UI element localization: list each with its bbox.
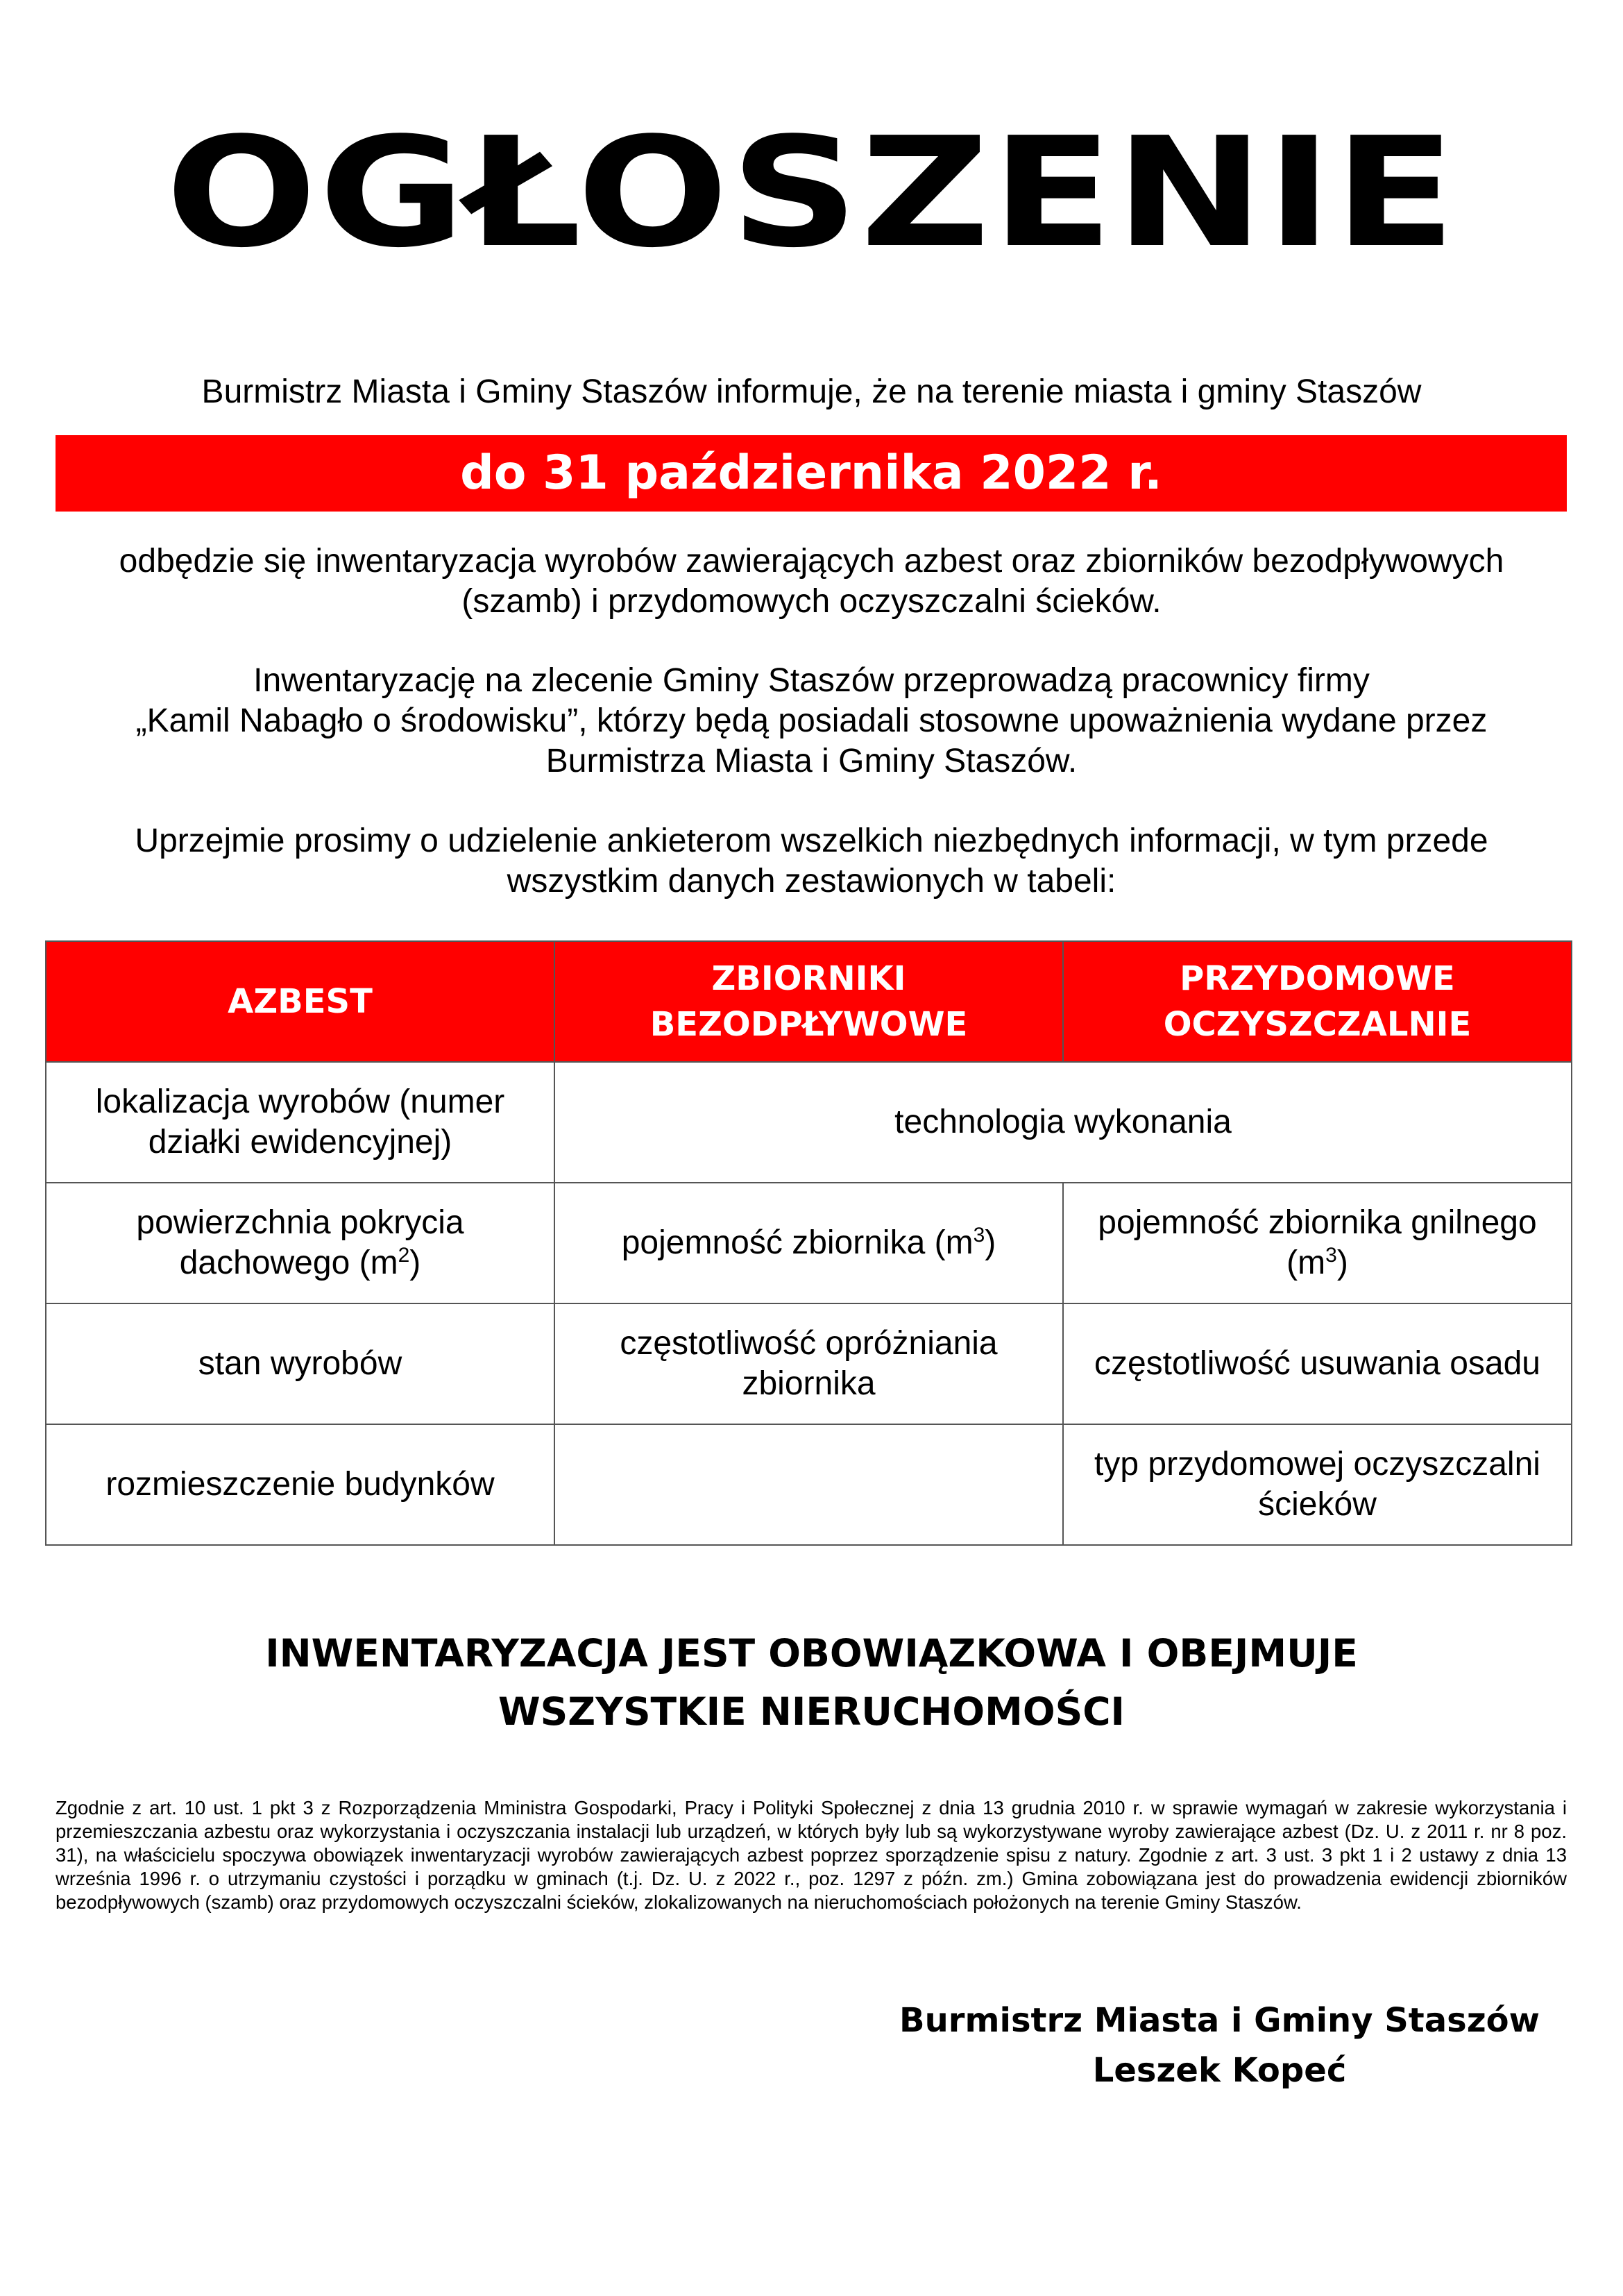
table-cell: pojemność zbiornika gnilnego $(m^3)$ [1063, 1183, 1572, 1303]
paragraph-contractor [69, 661, 1554, 782]
paragraph-line: Inwentaryzację na zlecenie Gminy Staszów przeprowadzą pracownicy firmy [253, 662, 1370, 699]
table-row [46, 1303, 1572, 1424]
paragraph-request [69, 821, 1554, 902]
paragraph-inventory-scope [69, 541, 1554, 622]
table-cell-empty [554, 1424, 1063, 1545]
signature-block [874, 1995, 1565, 2095]
signature-title: Burmistrz Miasta i Gminy Staszów [899, 2001, 1540, 2040]
paragraph-line: wszystkim danych zestawionych w tabeli: [507, 863, 1116, 900]
notice-line: INWENTARYZACJA JEST OBOWIĄZKOWA I OBEJMUJE [265, 1631, 1358, 1675]
notice-line: WSZYSTKIE NIERUCHOMOŚCI [498, 1689, 1125, 1734]
table-cell: rozmieszczenie budynków [46, 1424, 554, 1545]
header-azbest: AZBEST [46, 941, 554, 1062]
paragraph-line: odbędzie się inwentaryzacja wyrobów zawierających azbest oraz zbiorników bezodpływowych [119, 543, 1504, 580]
table-cell: lokalizacja wyrobów (numer działki ewidencyjnej) [46, 1062, 554, 1183]
mandatory-notice [0, 1624, 1623, 1741]
intro-text: Burmistrz Miasta i Gminy Staszów informuje, że na terenie miasta i gminy Staszów [201, 373, 1422, 410]
signature-name: Leszek Kopeć [1092, 2051, 1347, 2090]
legal-basis-text: Zgodnie z art. 10 ust. 1 pkt 3 z Rozporządzenia Mministra Gospodarki, Pracy i Polityki Społecznej z dnia 13 grudnia 2010 r. w sprawie wymagań w zakresie wykorzystania i przemieszczania azbestu oraz wykorzystania i oczyszczania instalacji lub urządzeń, w których były lub są wykorzystywane wyroby zawierające azbest (Dz. U. z 2011 r. nr 8 poz. 31), na właścicielu spoczywa obowiązek inwentaryzacji wyrobów zawierających azbest poprzez sporządzenie spisu z natury. Zgodnie z art. 3 ust. 3 pkt 1 i 2 ustawy z dnia 13 września 1996 r. o utrzymaniu czystości i porządku w gminach (t.j. Dz. U. z 2022 r., poz. 1297 z późn. zm.) Gmina zobowiązana jest do prowadzenia ewidencji zbiorników bezodpływowych (szamb) oraz przydomowych oczyszczalni ścieków, zlokalizowanych na nieruchomościach położonych na terenie Gminy Staszów. [56, 1797, 1567, 1913]
table-cell: stan wyrobów [46, 1303, 554, 1424]
table-cell: częstotliwość usuwania osadu [1063, 1303, 1572, 1424]
header-oczyszczalnie: PRZYDOMOWE OCZYSZCZALNIE [1063, 941, 1572, 1062]
date-banner: do 31 października 2022 r. [56, 435, 1567, 512]
paragraph-line: „Kamil Nabagło o środowisku”, którzy będą posiadali stosowne upoważnienia wydane przez [135, 702, 1488, 739]
table-cell: pojemność zbiornika $(m^3)$ [554, 1183, 1063, 1303]
table-cell-merged: technologia wykonania [554, 1062, 1572, 1183]
table-cell: typ przydomowej oczyszczalni ścieków [1063, 1424, 1572, 1545]
table-cell: powierzchnia pokrycia dachowego $(m^2)$ [46, 1183, 554, 1303]
table-row [46, 1062, 1572, 1183]
table-row [46, 1183, 1572, 1303]
header-zbiorniki: ZBIORNIKI BEZODPŁYWOWE [554, 941, 1063, 1062]
table-row [46, 1424, 1572, 1545]
paragraph-line: Uprzejmie prosimy o udzielenie ankieterom wszelkich niezbędnych informacji, w tym przede [135, 822, 1488, 859]
paragraph-line: Burmistrza Miasta i Gminy Staszów. [545, 743, 1078, 779]
table-cell: częstotliwość opróżniania zbiornika [554, 1303, 1063, 1424]
page-title: OGŁOSZENIE [165, 105, 1458, 281]
inventory-table [45, 940, 1572, 1546]
paragraph-line: (szamb) i przydomowych oczyszczalni ścieków. [461, 583, 1162, 620]
table-header-row [46, 941, 1572, 1062]
